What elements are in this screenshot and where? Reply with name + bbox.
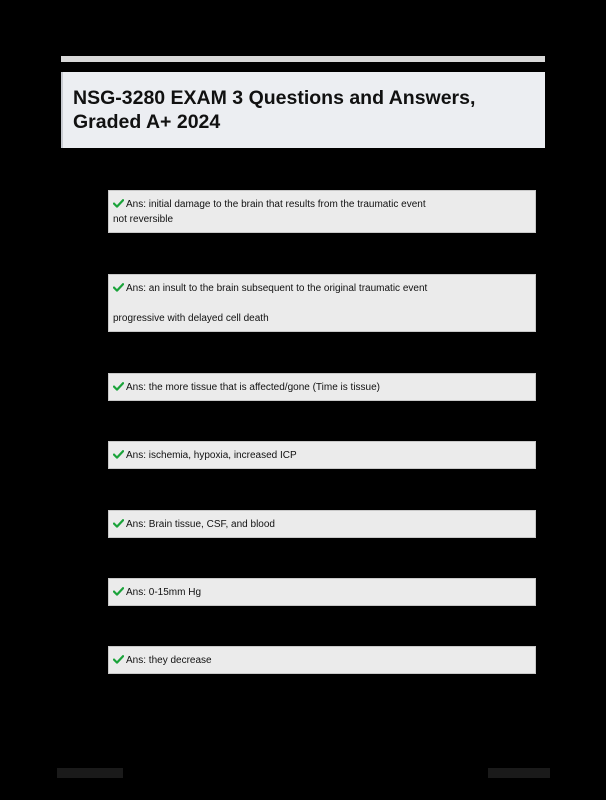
- answer-line: [113, 281, 531, 296]
- check-icon: [113, 519, 124, 528]
- answer-box-6: [108, 578, 536, 606]
- answer-detail: not reversible: [113, 214, 174, 225]
- page-title: NSG-3280 EXAM 3 Questions and Answers, Graded A+ 2024: [73, 87, 476, 133]
- footer-right-redacted: [488, 768, 550, 778]
- answer-text: Ans: they decrease: [126, 655, 212, 666]
- title-box: [61, 72, 545, 148]
- answer-text: Ans: the more tissue that is affected/gone (Time is tissue): [126, 382, 381, 393]
- answer-line: [113, 197, 531, 212]
- answer-line: [113, 448, 531, 463]
- answer-detail: progressive with delayed cell death: [113, 313, 269, 324]
- check-icon: [113, 655, 124, 664]
- check-icon: [113, 587, 124, 596]
- answer-box-2: [108, 274, 536, 332]
- check-icon: [113, 199, 124, 208]
- answer-text: Ans: initial damage to the brain that results from the traumatic event: [126, 199, 426, 210]
- answer-line: [113, 653, 531, 668]
- answer-box-1: [108, 190, 536, 233]
- answer-box-4: [108, 441, 536, 469]
- answer-box-3: [108, 373, 536, 401]
- answer-text: Ans: an insult to the brain subsequent to the original traumatic event: [126, 283, 428, 294]
- check-icon: [113, 283, 124, 292]
- top-divider: [61, 56, 545, 62]
- answer-line: [113, 380, 531, 395]
- answer-box-5: [108, 510, 536, 538]
- answer-text: Ans: 0-15mm Hg: [126, 587, 202, 598]
- check-icon: [113, 382, 124, 391]
- answer-text: Ans: ischemia, hypoxia, increased ICP: [126, 450, 297, 461]
- answer-text: Ans: Brain tissue, CSF, and blood: [126, 519, 275, 530]
- answer-line: [113, 585, 531, 600]
- answer-box-7: [108, 646, 536, 674]
- check-icon: [113, 450, 124, 459]
- footer-left-redacted: [57, 768, 123, 778]
- answer-line: [113, 517, 531, 532]
